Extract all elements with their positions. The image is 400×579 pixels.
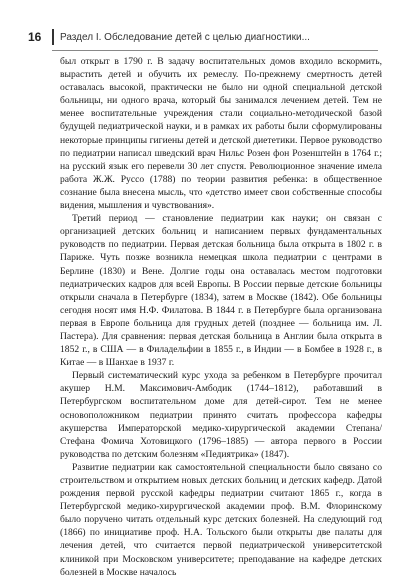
header-rule <box>52 50 378 51</box>
paragraph-first-course: Первый систематический курс ухода за ребенком в Петербурге прочитал акушер Н.М. Максимович-Амбодик (1744–1812), работавший в Петербургском воспитательном доме для детей-сирот. Тем не менее основоположником педиатрии принято считать профессора кафедры акушерства Императорской медико-хирургической академии Степана/ Стефана Фомича Хотовицкого (1796–1885) — автора первого в России руководства по детским болезням «Педиятрика» (1847). <box>60 370 382 460</box>
paragraph-third-period: Третий период — становление педиатрии как науки; он связан с организацией детских больниц и написанием первых фундаментальных руководств по педиатрии. Первая детская больница была открыта в 1802 г. в Париже. Чуть позже возникла немецкая школа педиатрии с центрами в Берлине (1830) и Вене. Долгие годы она оставалась местом подготовки педиатрических кадров для всей Европы. В России первые детские больницы открыли сначала в Петербурге (1834), затем в Москве (1842). Обе больницы сегодня носят имя Н.Ф. Филатова. В 1844 г. в Петербурге была организована первая в Европе больница для грудных детей (позднее — больница им. Л. Пастера). Для сравнения: первая детская больница в Англии была открыта в 1852 г., в США — в Филадельфии в 1855 г., в Индии — в Бомбее в 1928 г., в Китае — в Шанхае в 1937 г. <box>60 213 382 369</box>
running-title: Раздел I. Обследование детей с целью диагностики... <box>60 31 310 43</box>
body-text <box>60 55 382 579</box>
page-number: 16 <box>28 30 42 44</box>
page-header <box>28 26 378 48</box>
header-divider <box>52 29 54 45</box>
paragraph-continued: был открыт в 1790 г. В задачу воспитательных домов входило вскормить, вырастить детей и обучить их ремеслу. По-прежнему смертность детей оставалась высокой, практически не было ни одной специальной детской больницы, ни одного врача, который бы занимался лечением детей. Тем не менее воспитательные учреждения стали социально-методической базой будущей педиатрической науки, и в рамках их работы были сформулированы некоторые принципы гигиены детей и детской диететики. Первое руководство по педиатрии написал шведский врач Нильс Розен фон Розенштейн в 1764 г.; на русский язык его перевели 30 лет спустя. Революционное значение имела работа Ж.Ж. Руссо (1788) по теории развития ребенка: в общественное сознание была внесена мысль, что «детство имеет свои собственные способы видения, мышления и чувствования». <box>60 56 382 212</box>
paragraph-pediatrics-development: Развитие педиатрии как самостоятельной специальности было связано со строительством и открытием новых детских больниц и детских кафедр. Датой рождения первой русской кафедры педиатрии считают 1865 г., когда в Петербургской медико-хирургической академии проф. В.М. Флоринскому было поручено читать отдельный курс детских болезней. На следующий год (1866) по инициативе проф. Н.А. Тольского были открыты две палаты для лечения детей, что считается первой педиатрической университетской клиникой при Московском университете; преподавание на кафедре детских болезней в Москве началось <box>60 461 382 578</box>
